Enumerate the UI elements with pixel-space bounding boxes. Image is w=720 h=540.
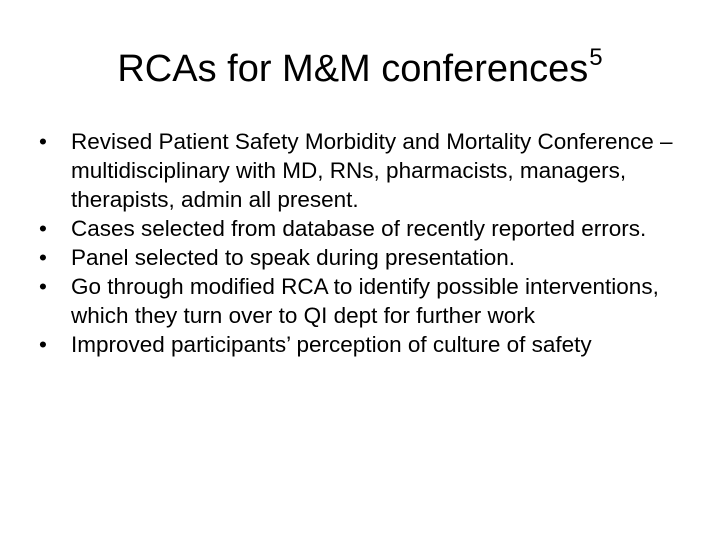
bullet-text: Revised Patient Safety Morbidity and Mortality Conference – multidisciplinary with MD, RNs, pharmacists, managers, therapists, admin all present. bbox=[71, 129, 673, 212]
slide-title bbox=[36, 38, 684, 105]
bullet-item bbox=[36, 127, 686, 214]
bullet-icon: • bbox=[39, 216, 47, 241]
bullet-icon: • bbox=[39, 332, 47, 357]
bullet-text: Go through modified RCA to identify possible interventions, which they turn over to QI dept for further work bbox=[71, 274, 659, 328]
bullet-text: Panel selected to speak during presentation. bbox=[71, 245, 516, 270]
bullet-icon: • bbox=[39, 245, 47, 270]
citation-superscript: 5 bbox=[589, 44, 603, 71]
bullet-icon: • bbox=[39, 274, 47, 299]
bullet-icon: • bbox=[39, 129, 47, 154]
bullet-list bbox=[36, 127, 686, 359]
slide-title-text: RCAs for M&M conferences bbox=[117, 48, 589, 90]
bullet-item bbox=[36, 272, 686, 330]
bullet-text: Cases selected from database of recently reported errors. bbox=[71, 216, 647, 241]
bullet-text: Improved participants’ perception of culture of safety bbox=[71, 332, 592, 357]
bullet-item bbox=[36, 214, 686, 243]
bullet-item bbox=[36, 243, 686, 272]
bullet-item bbox=[36, 330, 686, 359]
